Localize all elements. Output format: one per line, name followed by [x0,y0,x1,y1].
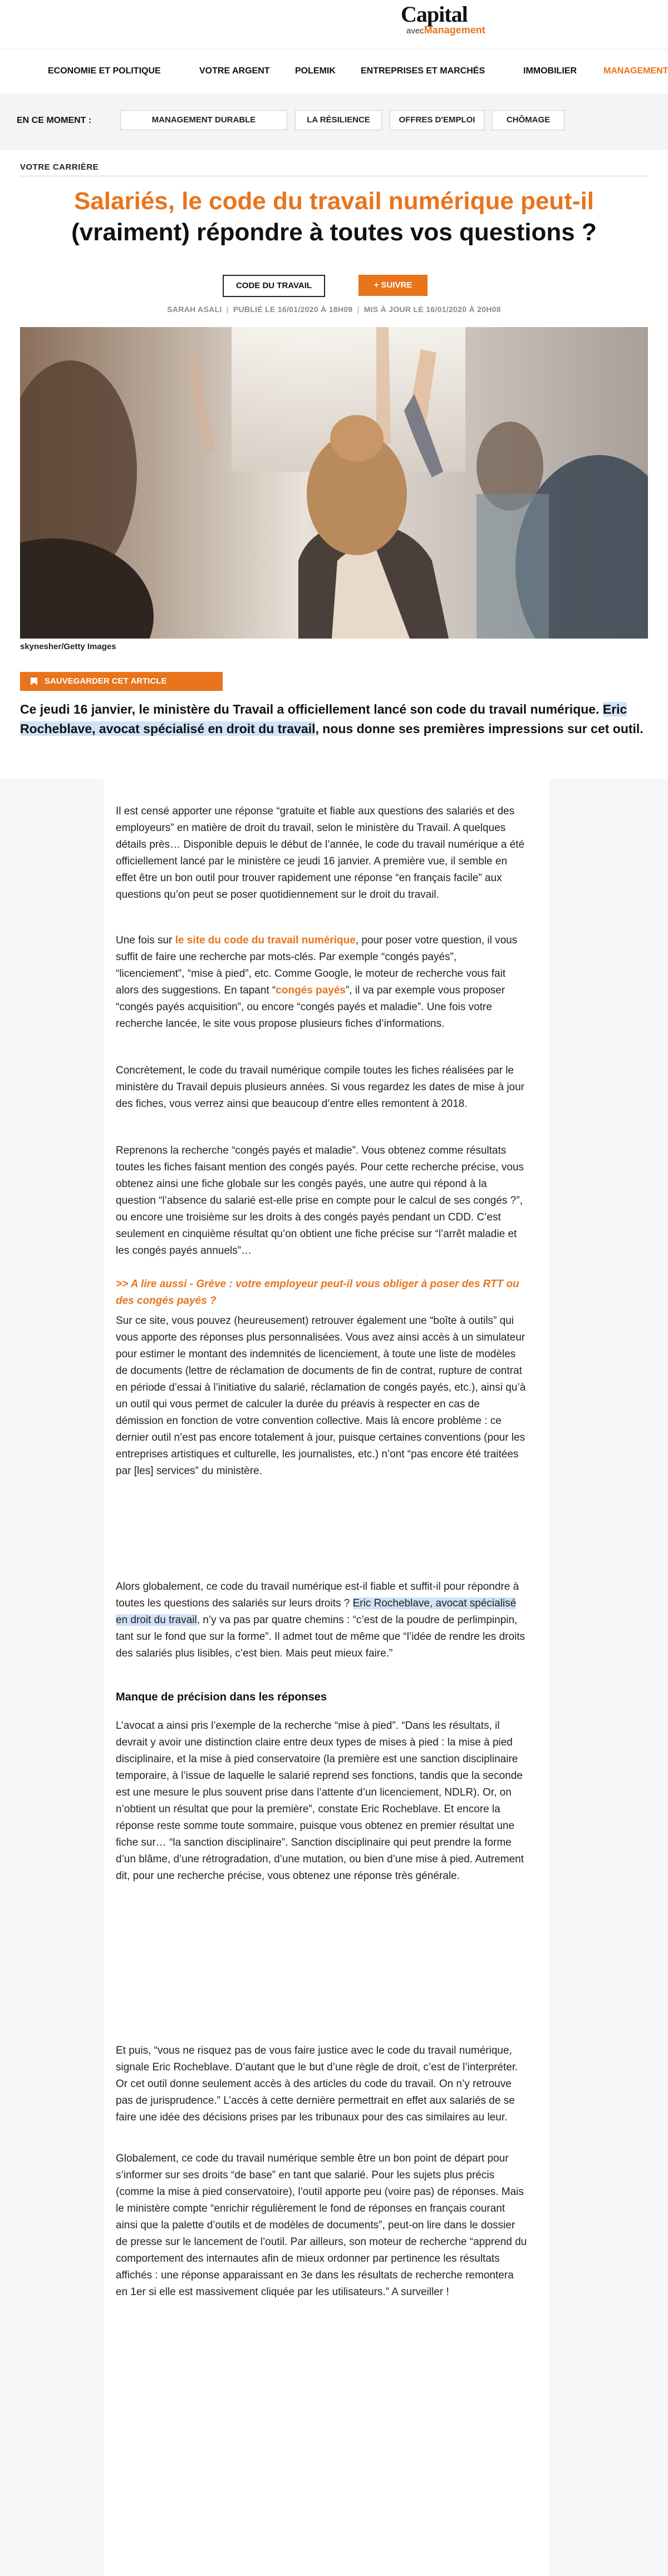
nav-item-polemik[interactable]: POLEMIK [295,66,336,76]
save-article-label: SAUVEGARDER CET ARTICLE [45,676,167,686]
text: , pour poser votre question, il vous suffit de faire une recherche par mots-clés. Par exemple “congés payés”, “licenciement”, “mise à pied”, etc. Comme Google, le moteur de recherche vous fait alors des suggestions. En tapant “ [116,935,518,996]
nav-item-immobilier[interactable]: IMMOBILIER [523,66,577,76]
intro-text: , nous donne ses premières impressions sur cet outil. [315,721,644,736]
logo[interactable]: Capital [401,2,468,27]
trending-tag[interactable]: CHÔMAGE [492,110,564,130]
title-orange: Salariés, le code du travail numérique peut-il [73,187,595,215]
author[interactable]: SARAH ASALI [167,305,222,314]
read-also-link[interactable]: >> A lire aussi - Grève : votre employeur peut-il vous obliger à poser des RTT ou des congés payés ? [116,1278,519,1307]
article-photo [20,327,648,639]
trending-tag[interactable]: LA RÉSILIENCE [295,110,382,130]
main-nav [0,49,668,95]
save-article-button[interactable] [20,672,223,691]
topic-tag-button[interactable]: CODE DU TRAVAIL [223,275,325,297]
trending-label: EN CE MOMENT : [17,116,92,125]
follow-button[interactable]: + SUIVRE [358,275,428,296]
paragraph: Il est censé apporter une réponse “gratuite et fiable aux questions des salariés et des employeurs” en matière de droit du travail, selon le ministère du Travail. A quelques détails près… Disponible depuis le début de l’année, le code du travail numérique a été officiellement lancé par le ministère ce jeudi 16 janvier. A première vue, il semble en effet être un bon outil pour trouver rapidement une réponse “en français facile” aux questions qu’on peut se poser quotidiennement sur le droit du travail. [116,805,525,901]
code-travail-link[interactable]: le site du code du travail numérique [175,935,356,946]
text: ”, il va par exemple vous proposer “congés payés acquisition”, ou encore “congés payés et maladie”. Une fois votre recherche lancée, le site vous propose plusieurs fiches d’informations. [116,985,505,1030]
nav-item-economie[interactable]: ECONOMIE ET POLITIQUE [48,66,161,76]
article-intro [20,700,648,739]
text: Alors globalement, ce code du travail numérique est-il fiable et suffit-il pour répondre à toutes les questions des salariés sur leurs droits ? [116,1581,519,1609]
highlight: Eric Rocheblave, avocat spécialisé en droit du travail [116,1598,517,1626]
conges-payes-link[interactable]: congés payés [276,985,346,996]
text: Une fois sur [116,935,175,946]
left-gutter [0,779,104,2576]
section-label[interactable]: VOTRE CARRIÈRE [20,162,99,172]
right-gutter [549,779,668,2576]
intro-text: Ce jeudi 16 janvier, le ministère du Travail a officiellement lancé son code du travail numérique. [20,702,603,716]
published-date: PUBLIÉ LE 16/01/2020 À 18H09 [233,305,353,314]
updated-date: MIS À JOUR LE 16/01/2020 À 20H08 [364,305,501,314]
photo-illustration [20,327,648,639]
paragraph [116,1579,528,1662]
byline: SARAH ASALI | PUBLIÉ LE 16/01/2020 À 18H09 | MIS À JOUR LE 16/01/2020 À 20H08 [167,305,501,314]
trending-bar [0,95,668,150]
article-title [20,186,648,248]
logo-sub [406,24,485,36]
paragraph: Sur ce site, vous pouvez (heureusement) retrouver également une “boîte à outils” qui vous apporte des réponses plus personnalisées. Vous avez ainsi accès à un simulateur pour estimer le montant des indemnités de licenciement, à toute une liste de modèles de documents (lettre de réclamation de documents de fin de contrat, rupture de contrat en période d’essai à l’initiative du salarié, réclamation de congés payés, etc.), ainsi qu’à un outil qui vous permet de calculer la durée du préavis à respecter en cas de démission en fonction de votre convention collective. Mais là encore problème : ce dernier outil n’est pas encore totalement à jour, puisque certaines conventions (pour les entreprises artistiques et culturelle, les journalistes, etc.) n’ont “pas encore été traitées par [les] services” du ministère. [116,1315,526,1477]
section-heading: Manque de précision dans les réponses [116,1691,327,1703]
logo-avec: avec [406,26,424,36]
trending-tag[interactable]: MANAGEMENT DURABLE [120,110,287,130]
logo-management: Management [424,24,485,36]
paragraph: Reprenons la recherche “congés payés et maladie”. Vous obtenez comme résultats toutes les fiches faisant mention des congés payés. Pour cette recherche précise, vous obtenez ainsi une fiche globale sur les congés payés, une autre qui répond à la question “l’absence du salarié est-elle prise en compte pour le calcul de ses congés ?”, ou encore une troisième sur les droits à des congés payés pendant un CDD. C’est seulement en cinquième résultat qu’on obtient une fiche précise sur “l’arrêt maladie et les congés payés annuels”… [116,1145,524,1257]
bookmark-icon [30,677,38,686]
site-header [0,0,668,49]
paragraph: Globalement, ce code du travail numérique semble être un bon point de départ pour s’informer sur ses droits “de base” en tant que salarié. Pour les sujets plus précis (comme la mise à pied conservatoire), l’outil apporte peu (voire pas) de réponses. Mais le ministère compte “enrichir régulièrement le fond de réponses en français courant ainsi que la palette d’outils et de modèles de documents”, peut-on lire dans le dossier de presse sur le lancement de l’outil. Par ailleurs, son moteur de recherche “apprend du comportement des internautes afin de mieux ordonner par pertinence les résultats affichés : une réponse apparaissant en 3e dans les résultats de recherche remontera en 1er si elle est massivement cliquée par les utilisateurs.” A surveiller ! [116,2153,527,2298]
intro-highlight: Eric Rocheblave, avocat spécialisé en droit du travail [20,702,627,736]
paragraph: L’avocat a ainsi pris l’exemple de la recherche “mise à pied”. “Dans les résultats, il devrait y avoir une distinction claire entre deux types de mises à pied : la mise à pied disciplinaire, et la mise à pied conservatoire (la première est une sanction disciplinaire temporaire, à l’issue de laquelle le salarié reprend ses fonctions, tandis que la seconde est une mesure le plus souvent prise dans l’attente d’un licenciement, NDLR). Or, on n’obtient un résultat que pour la première”, constate Eric Rocheblave. Et encore la réponse reste somme toute sommaire, puisque vous obtenez en premier résultat une fiche sur… “la sanction disciplinaire”. Sanction disciplinaire qui peut prendre la forme d’un blâme, d’une rétrogradation, d’une mutation, ou bien d’une mise à pied. Autrement dit, pour une recherche précise, vous obtenez une réponse très générale. [116,1720,524,1882]
text: , n’y va pas par quatre chemins : “c’est de la poudre de perlimpinpin, tant sur le fond que sur la forme”. Il admet tout de même que “l’idée de rendre les droits des salariés plus lisibles, c’est bien. Mais peut mieux faire.” [116,1614,525,1659]
photo-credit: skynesher/Getty Images [20,642,116,651]
paragraph: Et puis, “vous ne risquez pas de vous faire justice avec le code du travail numérique, signale Eric Rocheblave. D’autant que le but d’une règle de droit, c’est de l’interpréter. Or cet outil donne seulement accès à des articles du code du travail. On n’y retrouve pas de jurisprudence.” L’accès à cette dernière permettrait en effet aux salariés de se faire une idée des décisions prises par les tribunaux pour des cas similaires au leur. [116,2045,518,2123]
paragraph: Concrètement, le code du travail numérique compile toutes les fiches réalisées par le ministère du Travail depuis plusieurs années. Si vous regardez les dates de mise à jour des fiches, vous verrez ainsi que beaucoup d’entre elles remontent à 2018. [116,1065,524,1110]
article-body [104,779,549,2576]
nav-item-votre-argent[interactable]: VOTRE ARGENT [199,66,270,76]
trending-tag[interactable]: OFFRES D'EMPLOI [390,110,484,130]
paragraph [116,932,528,1032]
nav-item-entreprises[interactable]: ENTREPRISES ET MARCHÉS [361,66,485,76]
nav-item-management[interactable]: MANAGEMENT [603,66,668,76]
title-dark: (vraiment) répondre à toutes vos questions ? [71,219,597,246]
